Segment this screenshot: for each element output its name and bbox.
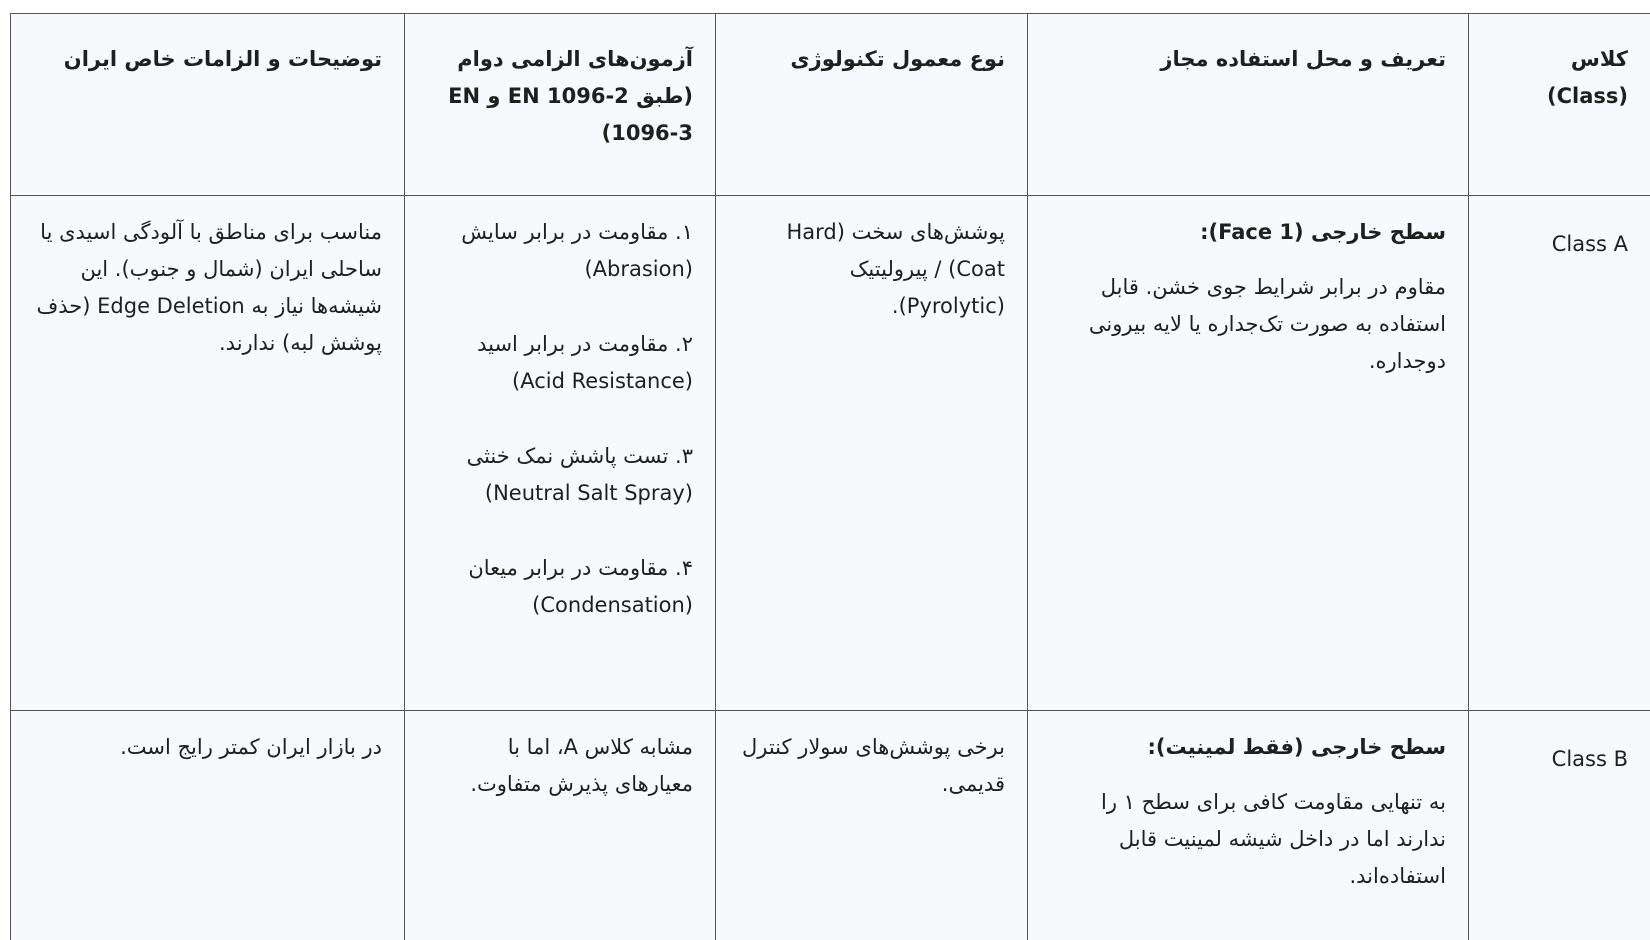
class-cell: Class B [1469,711,1650,940]
classification-table-container [10,13,1650,940]
test-item: ۴. مقاومت در برابر میعان (Condensation) [468,556,693,617]
test-item: ۲. مقاومت در برابر اسید (Acid Resistance) [477,332,693,393]
definition-title: سطح خارجی (Face 1): [1200,220,1446,244]
header-class: کلاس (Class) [1469,14,1650,196]
header-tests: آزمون‌های الزامی دوام (طبق EN 1096-2 و EN 1096-3) [405,14,716,196]
definition-cell [1028,711,1469,940]
technology-cell: پوشش‌های سخت (Hard Coat) / پیرولیتیک (Pyrolytic). [716,196,1028,711]
test-item: ۳. تست پاشش نمک خنثی (Neutral Salt Spray) [466,444,693,505]
header-technology: نوع معمول تکنولوژی [716,14,1028,196]
header-definition: تعریف و محل استفاده مجاز [1028,14,1469,196]
class-cell: Class A [1469,196,1650,711]
technology-cell: برخی پوشش‌های سولار کنترل قدیمی. [716,711,1028,940]
header-notes: توضیحات و الزامات خاص ایران [11,14,405,196]
definition-cell [1028,196,1469,711]
notes-cell: مناسب برای مناطق با آلودگی اسیدی یا ساحلی ایران (شمال و جنوب). این شیشه‌ها نیاز به Edge Deletion (حذف پوشش لبه) ندارند. [11,196,405,711]
definition-title: سطح خارجی (فقط لمینیت): [1147,735,1446,759]
coating-class-table [10,13,1650,940]
test-item: ۱. مقاومت در برابر سایش (Abrasion) [461,220,693,281]
table-row [11,196,1650,711]
definition-body: مقاوم در برابر شرایط جوی خشن. قابل استفاده به صورت تک‌جداره یا لایه بیرونی دوجداره. [1088,275,1446,373]
tests-cell [405,196,716,711]
notes-cell: در بازار ایران کمتر رایج است. [11,711,405,940]
definition-body: به تنهایی مقاومت کافی برای سطح ۱ را ندارند اما در داخل شیشه لمینیت قابل استفاده‌اند. [1101,790,1446,888]
tests-cell: مشابه کلاس A، اما با معیارهای پذیرش متفاوت. [405,711,716,940]
table-row [11,711,1650,940]
header-row [11,14,1650,196]
